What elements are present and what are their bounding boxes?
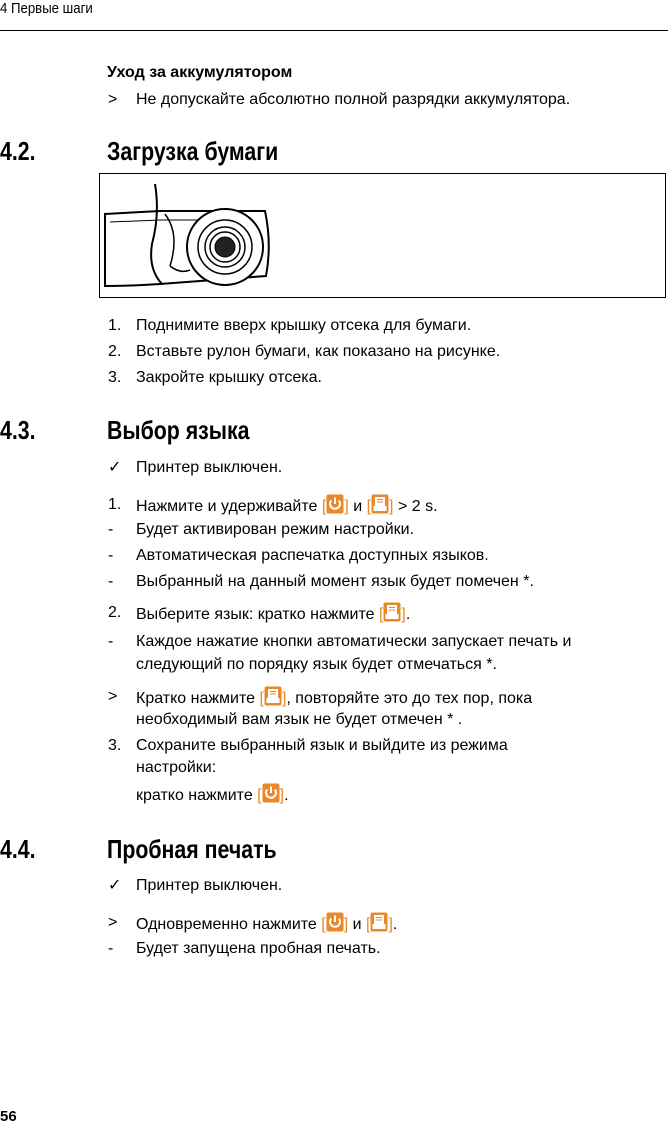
battery-care-title: Уход за аккумулятором <box>107 64 293 81</box>
checkmark-icon: ✓ <box>108 459 122 476</box>
section-title-test-print: Пробная печать <box>107 834 277 864</box>
paper-feed-icon <box>370 912 388 939</box>
section-title-paper: Загрузка бумаги <box>107 136 279 166</box>
note-marker: > <box>108 91 118 108</box>
chapter-title: 4 Первые шаги <box>0 0 93 17</box>
paper-loading-figure <box>99 173 666 298</box>
page-header <box>0 0 668 31</box>
paper-feed-icon <box>383 602 401 629</box>
power-icon <box>262 783 280 810</box>
section-number-4-3: 4.3. <box>0 415 36 445</box>
power-icon <box>326 912 344 939</box>
page-number: 56 <box>0 1108 17 1125</box>
section-title-language: Выбор языка <box>107 415 250 445</box>
note-text: Не допускайте абсолютно полной разрядки аккумулятора. <box>136 91 571 108</box>
power-icon <box>326 494 344 521</box>
section-number-4-2: 4.2. <box>0 136 36 166</box>
section-number-4-4: 4.4. <box>0 834 36 864</box>
paper-feed-icon <box>371 494 389 521</box>
printer-paper-illustration <box>100 174 665 297</box>
checkmark-icon: ✓ <box>108 877 122 894</box>
